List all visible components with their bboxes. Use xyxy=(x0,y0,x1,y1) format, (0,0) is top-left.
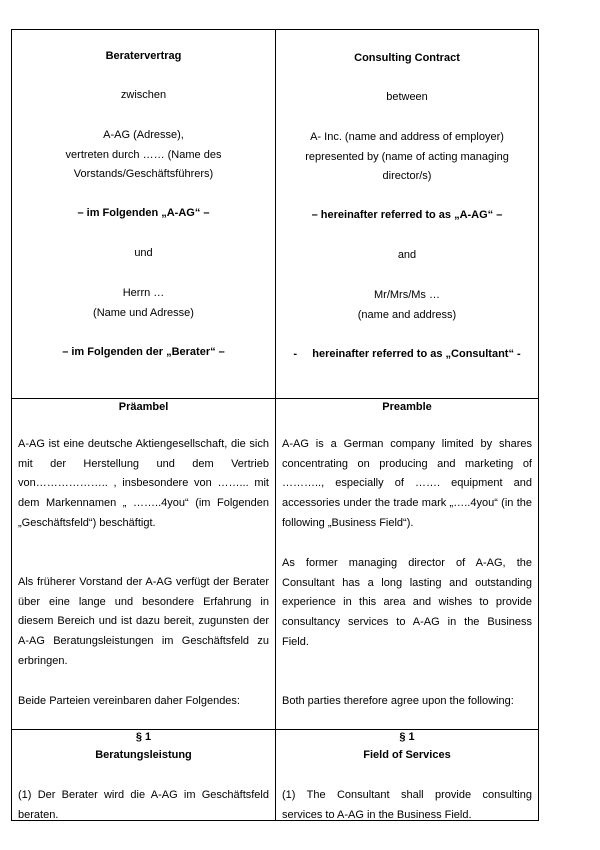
header-left-cell xyxy=(12,30,275,398)
and-de: und xyxy=(134,247,153,259)
section1-para1-en: (1) The Consultant shall provide consulting services to A-AG in the Business Field. xyxy=(282,789,532,821)
party2-line1-de: Herrn … xyxy=(122,287,165,299)
preamble-para3-de: Beide Parteien vereinbaren daher Folgendes: xyxy=(18,695,240,707)
party2-ref-de: – im Folgenden der „Berater“ – xyxy=(62,346,225,358)
party2-line2-en: (name and address) xyxy=(357,309,457,321)
party1-line2-de: vertreten durch …… (Name des xyxy=(65,149,222,161)
party2-line2-de: (Name und Adresse) xyxy=(93,307,194,319)
contract-table xyxy=(11,29,539,821)
party2-line1-en: Mr/Mrs/Ms … xyxy=(374,289,440,301)
between-en: between xyxy=(386,91,428,103)
contract-title-en: Consulting Contract xyxy=(354,52,460,64)
preamble-para3-en: Both parties therefore agree upon the following: xyxy=(282,695,514,707)
between-de: zwischen xyxy=(120,89,167,101)
and-en: and xyxy=(397,249,417,261)
party1-line2-en: represented by (name of acting managing xyxy=(305,151,509,163)
preamble-para1-de: A-AG ist eine deutsche Aktiengesellschaft, die sich mit der Herstellung und dem Vertrieb von……………….. , insbesondere von ……... mit dem Markennamen „ ……..4you“ (im Folgenden „Geschäftsfeld“) beschäftigt. xyxy=(18,438,269,529)
section1-title-en: Field of Services xyxy=(363,749,451,761)
section1-number-en: § 1 xyxy=(399,731,415,743)
section1-para1-de: (1) Der Berater wird die A-AG im Geschäftsfeld beraten. xyxy=(18,789,269,821)
preamble-title-de: Präambel xyxy=(118,401,169,413)
section1-number-de: § 1 xyxy=(135,731,152,743)
preamble-left-cell xyxy=(12,399,275,729)
section1-title-de: Beratungsleistung xyxy=(95,749,192,761)
party2-ref-en: - hereinafter referred to as „Consultant“ - xyxy=(293,348,521,360)
preamble-right-cell xyxy=(276,399,538,729)
party1-line1-en: A- Inc. (name and address of employer) xyxy=(310,131,504,143)
preamble-para2-de: Als früherer Vorstand der A-AG verfügt der Berater über eine lange und besondere Erfahrung in diesem Bereich und ist dazu bereit, zugunsten der A-AG Beratungsleistungen im Geschäftsfeld zu erbringen. xyxy=(18,576,269,667)
section1-right-cell xyxy=(276,730,538,821)
section1-left-cell xyxy=(12,730,275,821)
party1-line3-de: Vorstands/Geschäftsführers) xyxy=(73,168,214,180)
party1-ref-de: – im Folgenden „A-AG“ – xyxy=(77,207,210,219)
party1-line3-en: director/s) xyxy=(382,170,432,182)
party1-ref-en: – hereinafter referred to as „A-AG“ – xyxy=(311,209,503,221)
preamble-para1-en: A-AG is a German company limited by shares concentrating on producing and marketing of ……….., especially of ……. equipment and accessories under the trade mark „…..4you“ (in the following „Business Field“). xyxy=(282,438,532,529)
header-right-cell xyxy=(276,30,538,398)
preamble-title-en: Preamble xyxy=(382,401,432,413)
party1-line1-de: A-AG (Adresse), xyxy=(103,129,184,141)
preamble-para2-en: As former managing director of A-AG, the Consultant has a long lasting and outstanding experience in this area and wishes to provide consultancy services to A-AG in the Business Field. xyxy=(282,557,532,648)
contract-title-de: Beratervertrag xyxy=(105,50,182,62)
